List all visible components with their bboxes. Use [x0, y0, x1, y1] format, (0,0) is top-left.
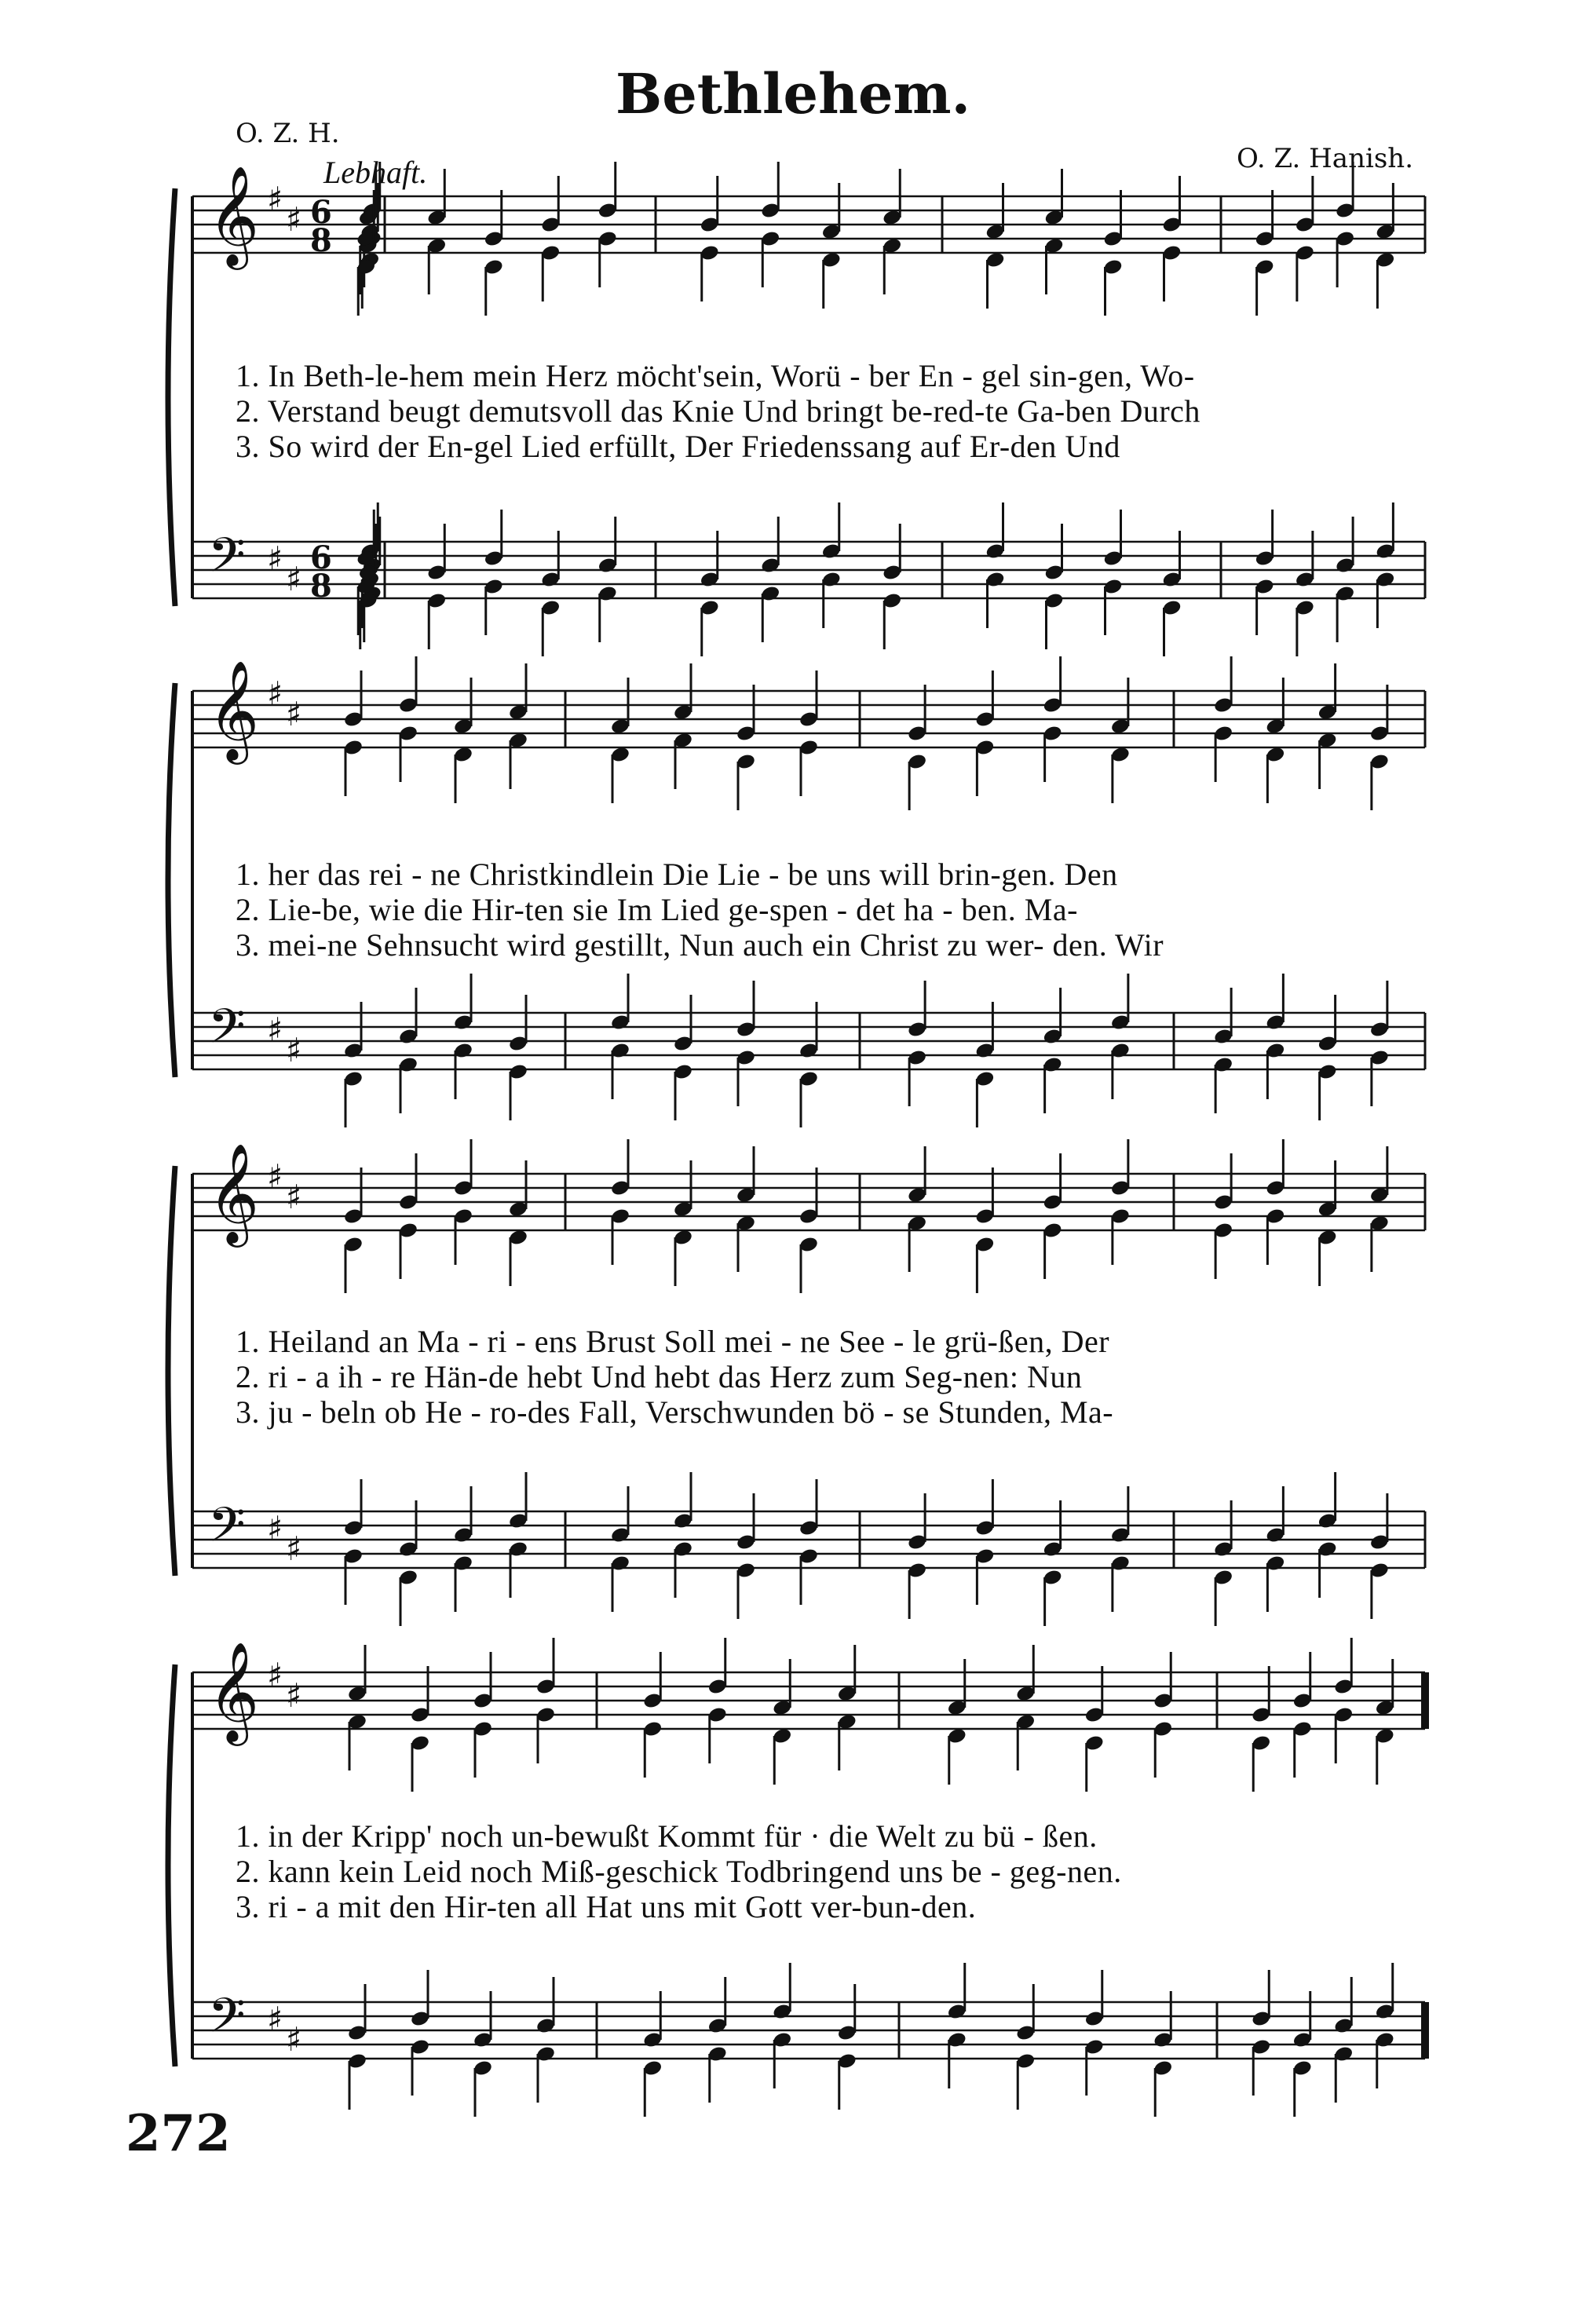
sharp-icon: ♯ [267, 1656, 283, 1694]
lyric-line: 1. in der Kripp' noch un-bewußt Kommt für · die Welt zu bü - ßen. [236, 1818, 1098, 1854]
lyric-line: 3. ju - beln ob He - ro-des Fall, Verschwunden bö - se Stunden, Ma- [236, 1394, 1114, 1430]
system-brace [168, 683, 175, 1077]
treble-clef-icon: 𝄞 [208, 1142, 260, 1243]
system-brace [168, 1166, 175, 1576]
lyric-line: 1. Heiland an Ma - ri - ens Brust Soll mei - ne See - le grü-ßen, Der [236, 1324, 1110, 1359]
sharp-icon: ♯ [267, 1509, 283, 1548]
lyric-line: 3. So wird der En-gel Lied erfüllt, Der Friedenssang auf Er-den Und [236, 429, 1120, 464]
sharp-icon: ♯ [286, 695, 302, 733]
treble-clef-icon: 𝄞 [208, 660, 260, 760]
sharp-icon: ♯ [267, 1010, 283, 1049]
lyric-line: 3. ri - a mit den Hir-ten all Hat uns mit Gott ver-bun-den. [236, 1889, 977, 1924]
sharp-icon: ♯ [286, 2020, 302, 2059]
page-number: 272 [126, 2104, 231, 2163]
bass-clef-icon: 𝄢 [208, 999, 246, 1066]
sharp-icon: ♯ [267, 539, 283, 578]
treble-clef-icon: 𝄞 [208, 165, 260, 265]
system-brace [168, 1664, 175, 2066]
sharp-icon: ♯ [267, 2000, 283, 2038]
sharp-icon: ♯ [286, 1178, 302, 1216]
system-brace [168, 188, 175, 606]
time-signature-lower: 8 [310, 568, 332, 605]
time-signature-lower: 8 [310, 222, 332, 259]
sharp-icon: ♯ [267, 180, 283, 218]
lyric-line: 2. kann kein Leid noch Miß-geschick Todbringend uns be - geg-nen. [236, 1854, 1122, 1889]
lyric-line: 2. ri - a ih - re Hän-de hebt Und hebt das Herz zum Seg-nen: Nun [236, 1359, 1083, 1394]
hymn-title: Bethlehem. [616, 61, 970, 126]
time-signature-upper: 6 [310, 194, 332, 231]
lyric-line: 1. her das rei - ne Christkindlein Die Lie - be uns will brin-gen. Den [236, 857, 1118, 892]
sharp-icon: ♯ [286, 560, 302, 598]
lyric-line: 1. In Beth-le-hem mein Herz möcht'sein, Worü - ber En - gel sin-gen, Wo- [236, 358, 1195, 393]
sharp-icon: ♯ [267, 1157, 283, 1196]
lyric-line: 2. Verstand beugt demutsvoll das Knie Und bringt be-red-te Ga-ben Durch [236, 393, 1200, 429]
sharp-icon: ♯ [286, 1529, 302, 1568]
treble-clef-icon: 𝄞 [208, 1641, 260, 1741]
sharp-icon: ♯ [286, 1031, 302, 1069]
bass-clef-icon: 𝄢 [208, 1497, 246, 1565]
lyric-line: 2. Lie-be, wie die Hir-ten sie Im Lied ge-spen - det ha - ben. Ma- [236, 892, 1078, 927]
lyric-line: 3. mei-ne Sehnsucht wird gestillt, Nun auch ein Christ zu wer- den. Wir [236, 927, 1164, 963]
sharp-icon: ♯ [286, 200, 302, 239]
lyricist-credit: O. Z. H. [236, 118, 340, 149]
bass-clef-icon: 𝄢 [208, 1988, 246, 2055]
bass-clef-icon: 𝄢 [208, 528, 246, 595]
sharp-icon: ♯ [286, 1676, 302, 1715]
composer-credit: O. Z. Hanish. [1237, 143, 1413, 174]
time-signature-upper: 6 [310, 539, 332, 576]
sharp-icon: ♯ [267, 674, 283, 713]
tempo-marking: Lebhaft. [323, 155, 428, 190]
